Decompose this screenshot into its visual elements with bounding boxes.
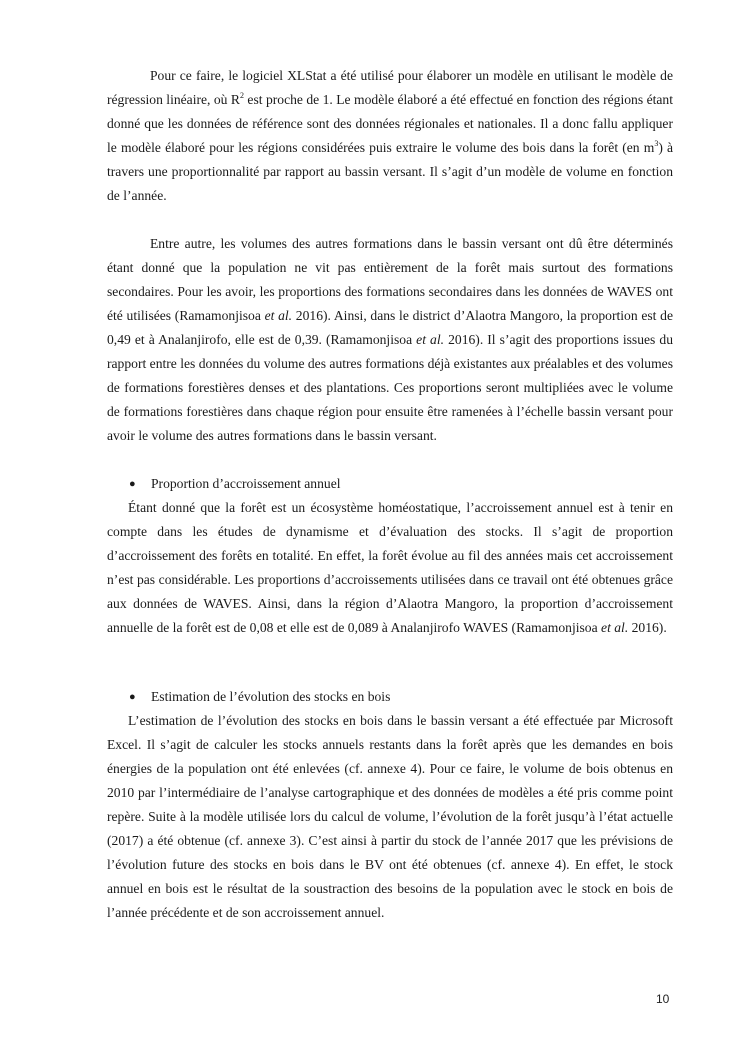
bullet-label: Estimation de l’évolution des stocks en bois xyxy=(151,689,391,704)
paragraph-stock-estimation: L’estimation de l’évolution des stocks en bois dans le bassin versant a été effectuée par Microsoft Excel. Il s’agit de calculer les stocks annuels restants dans la forêt après que les demandes en bois énergies de la population ont été enlevées (cf. annexe 4). Pour ce faire, le volume de bois obtenus en 2010 par l’intermédiaire de l’analyse cartographique et des données de modèles a été pris comme point repère. Suite à la modèle utilisée lors du calcul de volume, l’évolution de la forêt jusqu’à l’état actuelle (2017) a été obtenue (cf. annexe 3). C’est ainsi à partir du stock de l’année 2017 que les prévisions de l’évolution future des stocks en bois dans le BV ont été obtenues (cf. annexe 4). En effet, le stock annuel en bois est le résultat de la soustraction des besoins de la population avec le stock en bois de l’année précédente et de son accroissement annuel. xyxy=(107,713,673,920)
bullet-icon: ● xyxy=(129,478,136,490)
paragraph-xlstat-model: Pour ce faire, le logiciel XLStat a été utilisé pour élaborer un modèle en utilisant le modèle de régression linéaire, où $R^2$ est proche de 1. Le modèle élaboré a été effectué en fonction des régions étant donné que les données de référence sont des données régionales et nationales. Il a donc fallu appliquer le modèle élaboré pour les régions considérées puis extraire le volume des bois dans la forêt (en $m^3$) à travers une proportionnalité par rapport au bassin versant. Il s’agit d’un modèle de volume en fonction de l’année. xyxy=(107,68,674,203)
page-number: 10 xyxy=(656,992,670,1006)
bullet-icon: ● xyxy=(129,691,136,703)
paragraph-other-formations: Entre autre, les volumes des autres formations dans le bassin versant ont dû être déterminés étant donné que la population ne vit pas entièrement de la forêt mais surtout des formations secondaires. Pour les avoir, les proportions des formations secondaires dans les données de WAVES ont été utilisées (Ramamonjisoa et al. 2016). Ainsi, dans le district d’Alaotra Mangoro, la proportion est de 0,49 et à Analanjirofo, elle est de 0,39. (Ramamonjisoa et al. 2016). Il s’agit des proportions issues du rapport entre les données du volume des autres formations déjà existantes aux préalables et des volumes de formations forestières denses et des plantations. Ces proportions seront multipliées avec le volume de formations forestières dans chaque région pour ensuite être ramenées à l’échelle bassin versant pour avoir le volume des autres formations dans le bassin versant. xyxy=(107,236,673,443)
bullet-label: Proportion d’accroissement annuel xyxy=(151,476,341,491)
paragraph-annual-growth: Étant donné que la forêt est un écosystème homéostatique, l’accroissement annuel est à tenir en compte dans les études de dynamisme et d’évaluation des stocks. Il s’agit de proportion d’accroissement des forêts en totalité. En effet, la forêt évolue au fil des années mais cet accroissement n’est pas considérable. Les proportions d’accroissements utilisées dans ce travail ont été obtenues grâce aux données de WAVES. Ainsi, dans la région d’Alaotra Mangoro, la proportion d’accroissement annuelle de la forêt est de 0,08 et elle est de 0,089 à Analanjirofo WAVES (Ramamonjisoa et al. 2016). xyxy=(107,500,673,635)
